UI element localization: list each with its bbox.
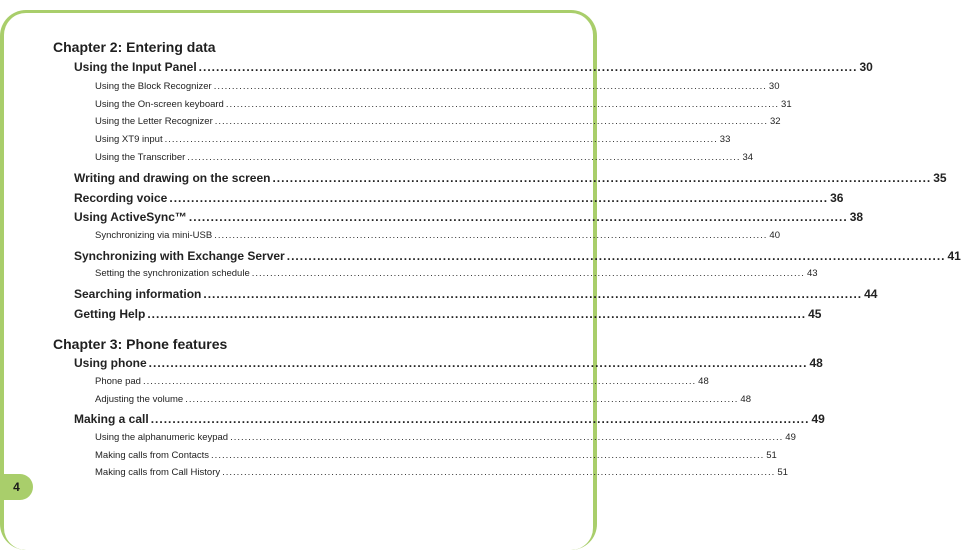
chapter-2-heading: Chapter 2: Entering data [53,39,216,55]
toc-subentry[interactable]: Adjusting the volume ........................................................................................................................................................ 48 [95,394,751,405]
page-number-badge [0,474,33,500]
toc-subentry[interactable]: Setting the synchronization schedule ........................................................................................................................................................ 43 [95,268,818,279]
toc-entry[interactable]: Using ActiveSync™ ........................................................................................................................................................ 38 [74,210,864,224]
toc-subentry[interactable]: Phone pad ........................................................................................................................................................ 48 [95,376,709,387]
chapter-3-heading: Chapter 3: Phone features [53,336,228,352]
toc-subentry[interactable]: Synchronizing via mini-USB ........................................................................................................................................................ 40 [95,230,780,241]
toc-subentry[interactable]: Using the Block Recognizer ........................................................................................................................................................ 30 [95,81,780,92]
toc-entry[interactable]: Searching information ........................................................................................................................................................ 44 [74,287,878,301]
toc-entry[interactable]: Synchronizing with Exchange Server ........................................................................................................................................................ 41 [74,249,961,263]
toc-entry[interactable]: Getting Help ........................................................................................................................................................ 45 [74,307,822,321]
toc-subentry[interactable]: Using the Letter Recognizer ........................................................................................................................................................ 32 [95,116,781,127]
page-number: 4 [13,480,20,494]
toc-subentry[interactable]: Using the On-screen keyboard ........................................................................................................................................................ 31 [95,99,792,110]
toc-subentry[interactable]: Using XT9 input ........................................................................................................................................................ 33 [95,134,731,145]
toc-entry[interactable]: Making a call ........................................................................................................................................................ 49 [74,412,825,426]
toc-subentry[interactable]: Using the Transcriber ........................................................................................................................................................ 34 [95,152,754,163]
toc-entry[interactable]: Using the Input Panel ........................................................................................................................................................ 30 [74,60,873,74]
toc-entry[interactable]: Writing and drawing on the screen ........................................................................................................................................................ 35 [74,171,947,185]
toc-entry[interactable]: Recording voice ........................................................................................................................................................ 36 [74,191,844,205]
toc-entry[interactable]: Using phone ........................................................................................................................................................ 48 [74,356,823,370]
toc-subentry[interactable]: Making calls from Call History ........................................................................................................................................................ 51 [95,467,788,478]
toc-subentry[interactable]: Using the alphanumeric keypad ........................................................................................................................................................ 49 [95,432,796,443]
toc-subentry[interactable]: Making calls from Contacts ........................................................................................................................................................ 51 [95,450,777,461]
